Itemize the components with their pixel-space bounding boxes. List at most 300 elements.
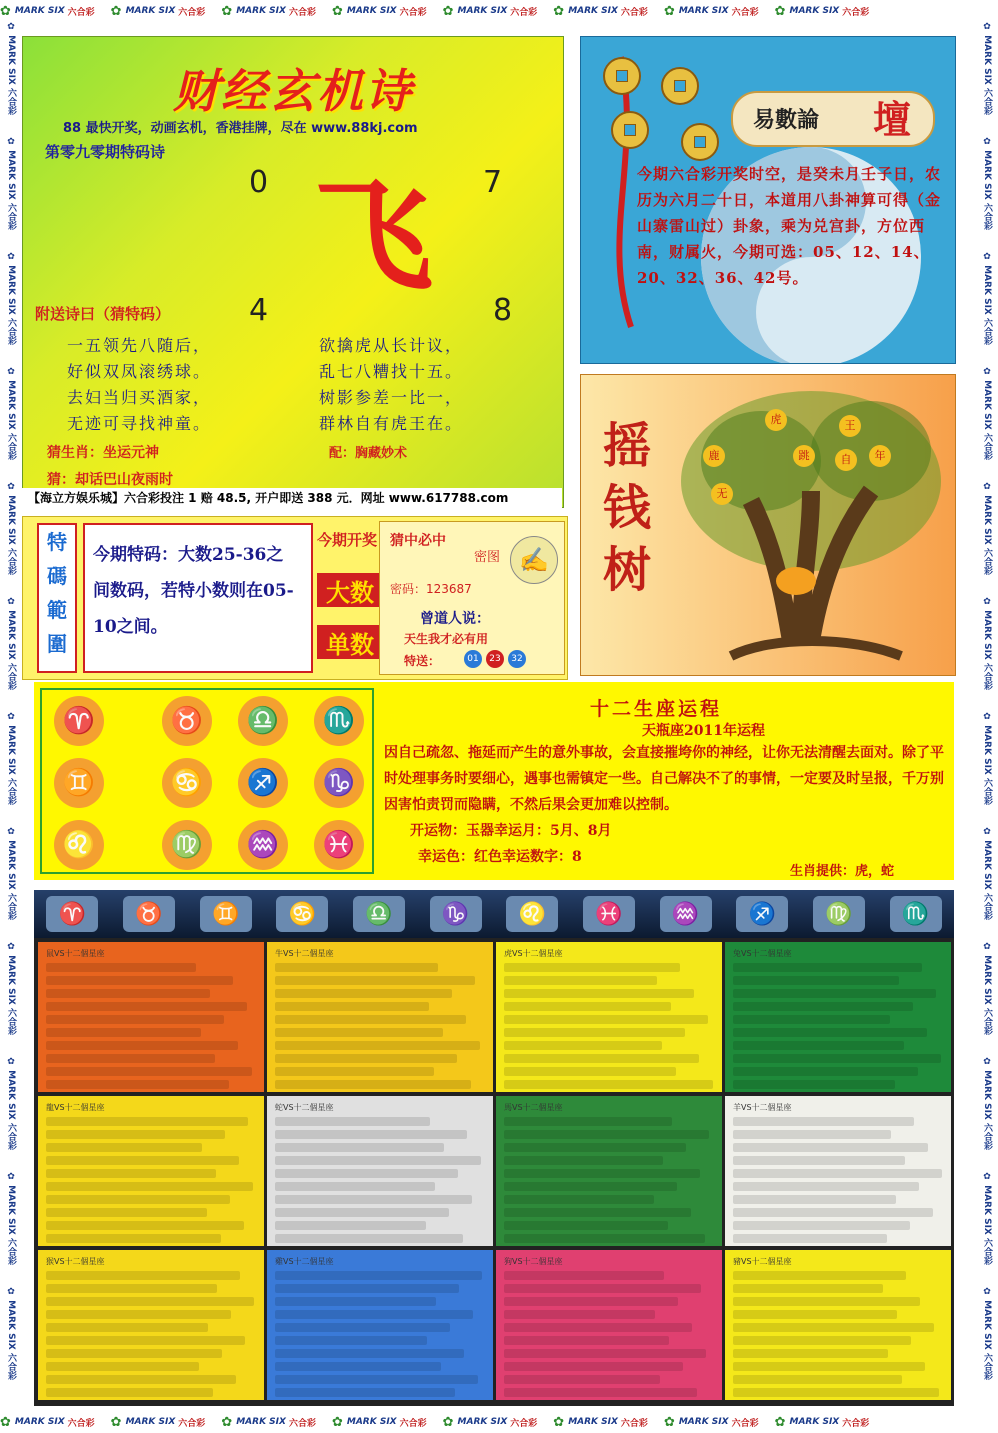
text-line (504, 976, 657, 985)
text-line (46, 1080, 229, 1089)
title-char: 树 (602, 542, 651, 598)
text-line (46, 1375, 236, 1384)
text-line (504, 1336, 669, 1345)
border-logo: ✿ MARK SIX 六合彩 (6, 482, 16, 575)
border-logo: ✿ MARK SIX 六合彩 (982, 367, 992, 460)
leo-icon: ♌ (54, 820, 104, 870)
password-text: 密码：123687 (390, 582, 472, 596)
compatibility-cell (267, 1096, 493, 1246)
flower-icon: ✿ (553, 3, 565, 19)
digit-bottom-right: 8 (493, 293, 513, 328)
cell-title: 虎VS十二個星座 (504, 949, 563, 958)
cell-title: 馬VS十二個星座 (504, 1103, 563, 1112)
zodiac-icon-grid (40, 688, 374, 874)
horoscope-panel (34, 682, 954, 880)
border-cn: 六合彩 (731, 1418, 759, 1429)
text-line (733, 1221, 910, 1230)
cell-title: 蛇VS十二個星座 (275, 1103, 334, 1112)
text-line (504, 1143, 686, 1152)
border-logo (664, 4, 759, 19)
text-line (733, 1169, 942, 1178)
flower-icon: ✿ (663, 3, 675, 19)
pisces-icon: ♓ (314, 820, 364, 870)
cell-title: 猴VS十二個星座 (46, 1257, 105, 1266)
riddle-line: 猜：却话巴山夜雨时 (47, 472, 173, 488)
special-code-panel (22, 516, 568, 680)
symbol-icon: ♎ (353, 896, 405, 932)
border-cn: 六合彩 (510, 1418, 538, 1429)
text-line (275, 1234, 463, 1243)
poem-panel (22, 36, 564, 508)
cell-title: 牛VS十二個星座 (275, 949, 334, 958)
border-label: MARK SIX (236, 1417, 286, 1427)
symbol-icon: ♏ (890, 896, 942, 932)
flower-icon: ✿ (0, 1414, 11, 1430)
text-line (275, 1349, 464, 1358)
cell-title: 龍VS十二個星座 (46, 1103, 105, 1112)
tree-coin: 自 (835, 449, 857, 471)
cell-title: 鼠VS十二個星座 (46, 949, 105, 958)
range-char: 碼 (47, 564, 67, 588)
flower-icon: ✿ (774, 1414, 786, 1430)
cancer-icon: ♋ (162, 758, 212, 808)
right-border (976, 22, 998, 1411)
text-line (733, 1130, 891, 1139)
send-number: 01 (464, 650, 482, 668)
text-line (275, 1195, 472, 1204)
border-logo: ✿ MARK SIX 六合彩 (6, 827, 16, 920)
border-logo: ✿ MARK SIX 六合彩 (6, 597, 16, 690)
border-cn: 六合彩 (399, 1418, 427, 1429)
text-line (733, 1284, 883, 1293)
text-line (46, 1002, 247, 1011)
text-line (504, 1375, 660, 1384)
text-line (733, 1028, 927, 1037)
compatibility-cell (38, 1250, 264, 1400)
horoscope-body (384, 740, 954, 870)
border-logo: ✿ MARK SIX 六合彩 (6, 1287, 16, 1380)
text-line (275, 1054, 457, 1063)
text-line (733, 1323, 934, 1332)
text-line (504, 1067, 676, 1076)
flower-icon: ✿ (442, 3, 454, 19)
cell-title: 羊VS十二個星座 (733, 1103, 792, 1112)
compatibility-cell (496, 1250, 722, 1400)
border-logo (443, 1415, 538, 1430)
provider-line: 生肖提供：虎，蛇 (790, 864, 895, 879)
text-line (46, 1388, 213, 1397)
text-line (733, 1041, 904, 1050)
border-cn: 六合彩 (510, 7, 538, 18)
border-logo (0, 1415, 95, 1430)
text-line (46, 976, 233, 985)
border-logo (775, 1415, 870, 1430)
border-logo: ✿ MARK SIX 六合彩 (982, 252, 992, 345)
flower-icon: ✿ (110, 3, 122, 19)
text-line (504, 1130, 709, 1139)
text-line (46, 1041, 238, 1050)
poem-line: 树影参差一比一， (319, 388, 464, 407)
border-cn: 六合彩 (842, 1418, 870, 1429)
text-line (733, 1080, 895, 1089)
horoscope-subtitle: 天瓶座2011年运程 (642, 723, 765, 739)
compatibility-cell (38, 1096, 264, 1246)
text-line (46, 1271, 240, 1280)
text-line (733, 1234, 887, 1243)
border-cn: 六合彩 (178, 1418, 206, 1429)
border-logo: ✿ MARK SIX 六合彩 (6, 22, 16, 115)
text-line (46, 1362, 199, 1371)
text-line (504, 1054, 699, 1063)
text-line (504, 963, 680, 972)
border-cn: 六合彩 (842, 7, 870, 18)
border-logo: ✿ MARK SIX 六合彩 (982, 942, 992, 1035)
text-line (733, 1310, 897, 1319)
text-line (275, 1323, 450, 1332)
text-line (733, 1182, 919, 1191)
text-line (46, 1310, 231, 1319)
range-char: 特 (47, 530, 67, 554)
top-border (0, 0, 998, 22)
border-label: MARK SIX (236, 6, 286, 16)
text-line (733, 1067, 918, 1076)
flower-icon: ✿ (442, 1414, 454, 1430)
poem-right (319, 333, 463, 437)
cell-title: 狗VS十二個星座 (504, 1257, 563, 1266)
symbol-icon: ♒ (660, 896, 712, 932)
border-label: MARK SIX (568, 1417, 618, 1427)
border-label: MARK SIX (346, 6, 397, 16)
text-line (504, 1041, 662, 1050)
text-line (46, 1297, 254, 1306)
hit-label: 猜中必中 (390, 533, 446, 549)
flower-icon: ✿ (553, 1414, 565, 1430)
tree-coin: 无 (711, 483, 733, 505)
text-line (275, 1297, 436, 1306)
quote-text: 天生我才必有用 (404, 632, 489, 646)
cell-title: 兔VS十二個星座 (733, 949, 792, 958)
border-label: MARK SIX (457, 1417, 508, 1427)
text-line (733, 1015, 890, 1024)
text-line (733, 1054, 941, 1063)
text-line (504, 1156, 663, 1165)
pairing-line: 配：胸藏妙术 (329, 446, 408, 461)
symbol-icon: ♉ (123, 896, 175, 932)
flower-icon: ✿ (331, 1414, 343, 1430)
text-line (275, 1067, 434, 1076)
text-line (504, 1080, 713, 1089)
border-cn: 六合彩 (731, 7, 759, 18)
text-line (504, 1028, 685, 1037)
symbol-icon: ♈ (46, 896, 98, 932)
border-label: MARK SIX (346, 1417, 397, 1427)
border-logo (553, 4, 648, 19)
border-logo (111, 1415, 206, 1430)
text-line (504, 1117, 672, 1126)
flower-icon: ✿ (110, 1414, 122, 1430)
cell-title: 雞VS十二個星座 (275, 1257, 334, 1266)
coin-icon (611, 111, 649, 149)
poem-line: 去妇当归买酒家， (67, 388, 212, 407)
title-char: 摇 (602, 418, 651, 474)
symbol-icon: ♑ (430, 896, 482, 932)
text-line (733, 1195, 896, 1204)
text-line (504, 1297, 678, 1306)
money-tree-title (599, 415, 655, 601)
flower-icon: ✿ (221, 3, 233, 19)
border-label: MARK SIX (568, 6, 618, 16)
border-cn: 六合彩 (288, 1418, 316, 1429)
lucky-color: 幸运色：红色幸运数字：8 (418, 849, 582, 865)
plate-character: 壇 (873, 97, 912, 142)
text-line (504, 1234, 705, 1243)
compatibility-cell (38, 942, 264, 1092)
text-line (504, 1195, 654, 1204)
border-logo: ✿ MARK SIX 六合彩 (982, 137, 992, 230)
poem-line: 欲擒虎从长计议， (319, 336, 464, 355)
text-line (504, 1169, 700, 1178)
text-line (733, 1336, 911, 1345)
text-line (46, 1234, 221, 1243)
horoscope-text: 因自己疏忽、拖延而产生的意外事故，会直接摧垮你的神经，让你无法清醒去面对。除了平时处理事务时要细心，遇事也需镇定一些。自己解决不了的事情，一定要及时呈报，千万别因害怕责罚而隐瞒，不然后果会更加难以控制。 (384, 745, 944, 813)
border-label: MARK SIX (125, 1417, 176, 1427)
big-number-label: 大数 (317, 573, 383, 607)
text-line (46, 1169, 216, 1178)
plate-title: 易數論 (753, 107, 820, 133)
text-line (733, 1156, 905, 1165)
quote-title: 曾道人说： (420, 611, 490, 627)
text-line (504, 989, 694, 998)
text-line (504, 1349, 706, 1358)
big-character: 飞 (313, 166, 433, 307)
poem-line: 无迹可寻找神童。 (67, 414, 212, 433)
compatibility-grid (34, 890, 954, 1406)
text-line (504, 1221, 668, 1230)
money-tree-panel (580, 374, 956, 676)
sagittarius-icon: ♐ (238, 758, 288, 808)
text-line (275, 1310, 473, 1319)
text-line (46, 1067, 252, 1076)
poem-line: 一五领先八随后， (67, 336, 212, 355)
border-logo (553, 1415, 648, 1430)
flower-icon: ✿ (221, 1414, 233, 1430)
border-cn: 六合彩 (67, 7, 95, 18)
cell-title: 豬VS十二個星座 (733, 1257, 792, 1266)
text-line (46, 989, 210, 998)
border-logo: ✿ MARK SIX 六合彩 (982, 22, 992, 115)
text-line (504, 1323, 692, 1332)
border-label: MARK SIX (14, 1417, 65, 1427)
tree-coin: 年 (869, 445, 891, 467)
text-line (733, 1208, 933, 1217)
text-line (275, 989, 452, 998)
text-line (46, 1054, 215, 1063)
border-logo (332, 1415, 427, 1430)
border-cn: 六合彩 (67, 1418, 95, 1429)
text-line (46, 1195, 230, 1204)
text-line (275, 1156, 481, 1165)
border-logo: ✿ MARK SIX 六合彩 (982, 827, 992, 920)
border-logo: ✿ MARK SIX 六合彩 (982, 712, 992, 805)
symbol-icon: ♋ (276, 896, 328, 932)
border-label: MARK SIX (457, 6, 508, 16)
text-line (46, 963, 196, 972)
taurus-icon: ♉ (162, 696, 212, 746)
text-line (504, 1002, 671, 1011)
gemini-icon: ♊ (54, 758, 104, 808)
compatibility-cell (267, 1250, 493, 1400)
border-cn: 六合彩 (288, 7, 316, 18)
symbol-icon: ♊ (200, 896, 252, 932)
border-label: MARK SIX (678, 6, 729, 16)
border-logo: ✿ MARK SIX 六合彩 (6, 1057, 16, 1150)
secret-label: 密图 (474, 550, 501, 565)
border-logo: ✿ MARK SIX 六合彩 (6, 942, 16, 1035)
odd-number-label: 单数 (317, 625, 383, 659)
poem-title: 附送诗曰（猜特码） (35, 305, 171, 323)
border-logo (221, 1415, 316, 1430)
text-line (733, 1143, 928, 1152)
text-line (275, 1208, 449, 1217)
text-line (275, 1002, 429, 1011)
text-line (46, 1015, 224, 1024)
compatibility-cell (267, 942, 493, 1092)
tree-coin: 鹿 (703, 445, 725, 467)
border-cn: 六合彩 (399, 7, 427, 18)
text-line (733, 1271, 906, 1280)
border-label: MARK SIX (789, 1417, 840, 1427)
text-line (733, 1117, 914, 1126)
poem-line: 群林自有虎王在。 (319, 414, 464, 433)
border-logo: ✿ MARK SIX 六合彩 (982, 1057, 992, 1150)
compatibility-cell (725, 1096, 951, 1246)
tree-coin: 跳 (793, 445, 815, 467)
text-line (275, 1362, 441, 1371)
border-cn: 六合彩 (620, 1418, 648, 1429)
border-label: MARK SIX (14, 6, 65, 16)
text-line (733, 1349, 888, 1358)
text-line (275, 1221, 426, 1230)
flower-icon: ✿ (663, 1414, 675, 1430)
border-logo (221, 4, 316, 19)
text-line (46, 1208, 207, 1217)
border-logo: ✿ MARK SIX 六合彩 (6, 367, 16, 460)
border-logo: ✿ MARK SIX 六合彩 (6, 712, 16, 805)
symbol-icon: ♐ (736, 896, 788, 932)
compatibility-cell (725, 942, 951, 1092)
text-line (733, 1388, 939, 1397)
text-line (275, 1271, 482, 1280)
poem-left (67, 333, 211, 437)
border-label: MARK SIX (125, 6, 176, 16)
secret-box (379, 521, 565, 675)
border-logo (664, 1415, 759, 1430)
text-line (275, 1130, 467, 1139)
text-line (733, 963, 922, 972)
tree-coin: 虎 (765, 409, 787, 431)
title-char: 钱 (602, 480, 651, 536)
text-line (504, 1362, 683, 1371)
text-line (275, 1284, 459, 1293)
compatibility-cell (496, 942, 722, 1092)
border-logo (111, 4, 206, 19)
symbol-icon: ♌ (506, 896, 558, 932)
text-line (733, 1375, 902, 1384)
fortune-panel (580, 36, 956, 364)
text-line (504, 1388, 697, 1397)
symbol-icon: ♍ (813, 896, 865, 932)
send-number: 32 (508, 650, 526, 668)
border-logo: ✿ MARK SIX 六合彩 (6, 1172, 16, 1265)
lucky-items: 开运物：玉器幸运月：5月、8月 (410, 823, 612, 839)
text-line (733, 1002, 913, 1011)
left-border (0, 22, 22, 1411)
poem-line: 好似双凤滚绣球。 (67, 362, 212, 381)
text-line (275, 1041, 480, 1050)
period-label: 第零九零期特码诗 (45, 143, 166, 161)
text-line (504, 1271, 664, 1280)
ad-banner[interactable]: 【海立方娱乐城】六合彩投注 1 赔 48.5, 开户即送 388 元．网址 www.617788.com (22, 488, 562, 508)
site-line[interactable]: 88 最快开奖，动画玄机，香港挂牌，尽在 www.88kj.com (63, 121, 418, 136)
digit-bottom-left: 4 (249, 293, 269, 328)
text-line (504, 1284, 701, 1293)
text-line (46, 1130, 225, 1139)
text-line (504, 1015, 708, 1024)
border-logo: ✿ MARK SIX 六合彩 (982, 1172, 992, 1265)
poem-line: 乱七八糟找十五。 (319, 362, 464, 381)
text-line (275, 1336, 427, 1345)
text-line (275, 1388, 455, 1397)
text-line (275, 1169, 458, 1178)
flower-icon: ✿ (331, 3, 343, 19)
code-text: 今期特码：大数25-36之间数码，若特小数则在05-10之间。 (93, 545, 294, 637)
text-line (275, 976, 475, 985)
text-line (46, 1284, 217, 1293)
secret-icon: ✍ (510, 536, 558, 584)
border-logo: ✿ MARK SIX 六合彩 (6, 252, 16, 345)
text-line (275, 1375, 478, 1384)
range-label (37, 523, 77, 673)
text-line (46, 1336, 245, 1345)
border-logo: ✿ MARK SIX 六合彩 (982, 482, 992, 575)
border-cn: 六合彩 (620, 7, 648, 18)
text-line (46, 1323, 208, 1332)
border-logo (443, 4, 538, 19)
text-line (275, 1015, 466, 1024)
zodiac-guess: 猜生肖：坐运元神 (47, 445, 159, 461)
panel-title: 财经玄机诗 (173, 64, 413, 118)
digit-top-right: 7 (483, 165, 503, 200)
aries-icon: ♈ (54, 696, 104, 746)
coin-icon (603, 57, 641, 95)
zodiac-symbol-bar (34, 890, 954, 938)
send-number: 23 (486, 650, 504, 668)
text-line (733, 976, 899, 985)
compatibility-cell (725, 1250, 951, 1400)
border-logo: ✿ MARK SIX 六合彩 (982, 597, 992, 690)
text-line (275, 1182, 435, 1191)
digit-top-left: 0 (249, 165, 269, 200)
text-line (733, 1362, 925, 1371)
text-line (275, 1080, 471, 1089)
text-line (275, 1143, 444, 1152)
fortune-text: 今期六合彩开奖时空，是癸未月壬子日，农历为六月二十日，本道用八卦神算可得（金山寨雷山过）卦象，乘为兑宫卦，方位西南，财属火，今期可选：05、12、14、20、32、36、42号。 (637, 165, 942, 287)
aquarius-icon: ♒ (238, 820, 288, 870)
compatibility-cell (496, 1096, 722, 1246)
text-line (733, 1297, 920, 1306)
range-char: 範 (47, 598, 67, 622)
border-logo: ✿ MARK SIX 六合彩 (982, 1287, 992, 1380)
